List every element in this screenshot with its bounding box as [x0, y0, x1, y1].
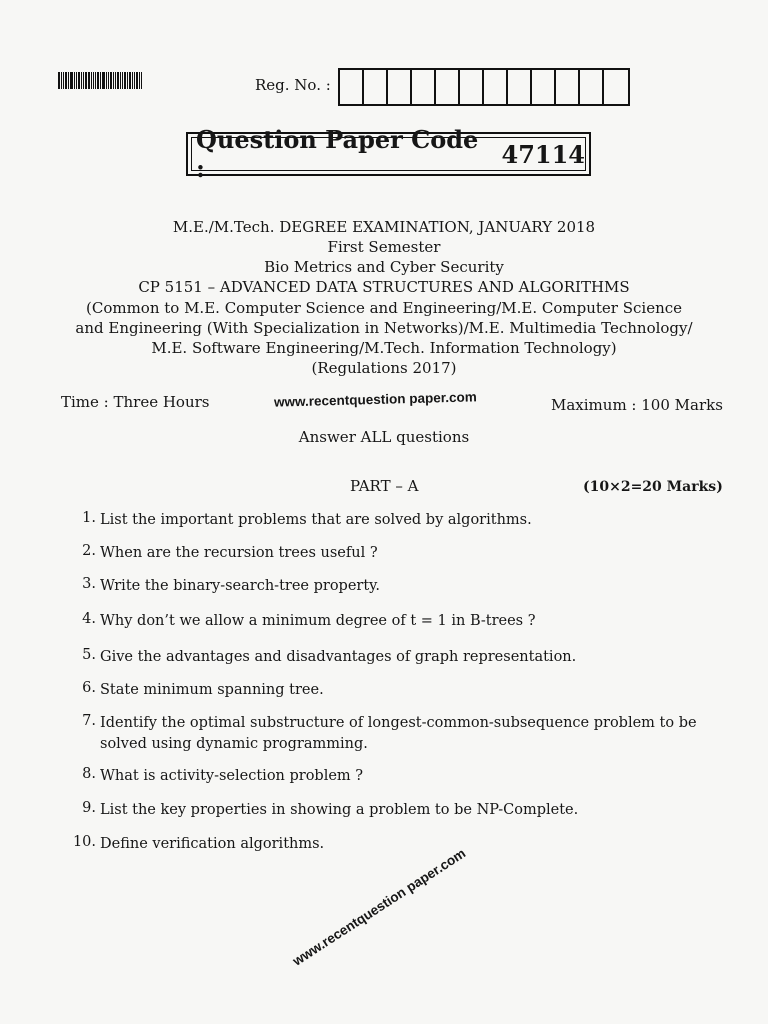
question-item	[62, 800, 712, 821]
barcode-bar	[85, 72, 87, 89]
barcode-bar	[113, 72, 114, 89]
barcode-bar	[88, 72, 90, 89]
barcode-bar	[106, 72, 107, 89]
reg-no-box[interactable]	[388, 70, 412, 104]
question-item	[62, 834, 712, 855]
barcode-bar	[81, 72, 82, 89]
question-text: Write the binary-search-tree property.	[100, 578, 381, 594]
question-paper-code-label: Question Paper Code :	[196, 125, 479, 183]
question-item	[62, 766, 712, 787]
part-title: PART – A	[350, 477, 419, 495]
question-number: 6.	[82, 680, 96, 696]
barcode-bar	[139, 72, 140, 89]
barcode-bar	[134, 72, 135, 89]
question-number: 8.	[82, 766, 96, 782]
barcode-bar	[93, 72, 94, 89]
program: Bio Metrics and Cyber Security	[264, 258, 504, 276]
barcode-bar	[91, 72, 92, 89]
question-text: List the important problems that are solved by algorithms.	[100, 512, 532, 528]
barcode-bar	[108, 72, 109, 89]
barcode-bar	[63, 72, 64, 89]
barcode-bar	[115, 72, 116, 89]
website-link[interactable]: www.recentquestion paper.com	[273, 389, 477, 410]
question-paper-code: 47114	[501, 139, 585, 169]
regulations: (Regulations 2017)	[311, 359, 457, 377]
question-text: Define verification algorithms.	[100, 836, 325, 852]
barcode	[58, 72, 166, 89]
barcode-bar	[136, 72, 138, 89]
question-text: Identify the optimal substructure of longest-common-subsequence problem to be solved using dynamic programming.	[100, 715, 697, 752]
reg-no-label: Reg. No. :	[255, 76, 331, 94]
reg-no-box[interactable]	[556, 70, 580, 104]
question-number: 10.	[72, 834, 96, 850]
question-text: List the key properties in showing a problem to be NP-Complete.	[100, 802, 579, 818]
instructions: Answer ALL questions	[298, 428, 470, 446]
barcode-bar	[58, 72, 60, 89]
barcode-bar	[61, 72, 62, 89]
barcode-bar	[97, 72, 99, 89]
question-item	[62, 543, 712, 564]
question-item	[62, 510, 712, 531]
question-text: State minimum spanning tree.	[100, 682, 324, 698]
reg-no-box[interactable]	[484, 70, 508, 104]
barcode-bar	[122, 72, 123, 89]
barcode-bar	[124, 72, 126, 89]
reg-no-box[interactable]	[460, 70, 484, 104]
reg-no-box[interactable]	[436, 70, 460, 104]
question-paper-code-box	[186, 125, 591, 183]
reg-no-box[interactable]	[580, 70, 604, 104]
barcode-bar	[83, 72, 84, 89]
question-text: Give the advantages and disadvantages of graph representation.	[100, 649, 577, 665]
barcode-bar	[70, 72, 73, 89]
reg-no-box[interactable]	[340, 70, 364, 104]
semester: First Semester	[327, 238, 441, 256]
barcode-bar	[95, 72, 96, 89]
reg-no-box[interactable]	[508, 70, 532, 104]
barcode-bar	[78, 72, 80, 89]
question-item	[62, 576, 712, 597]
question-number: 1.	[82, 510, 96, 526]
question-number: 2.	[82, 543, 96, 559]
question-text: What is activity-selection problem ?	[100, 768, 364, 784]
barcode-bar	[117, 72, 119, 89]
question-number: 4.	[82, 611, 96, 627]
question-item	[62, 647, 712, 668]
reg-no-boxes[interactable]	[338, 68, 630, 106]
barcode-bar	[65, 72, 67, 89]
exam-title: M.E./M.Tech. DEGREE EXAMINATION, JANUARY 2018	[172, 218, 596, 236]
question-number: 5.	[82, 647, 96, 663]
question-text: When are the recursion trees useful ?	[100, 545, 378, 561]
course-title: CP 5151 – ADVANCED DATA STRUCTURES AND ALGORITHMS	[138, 278, 630, 296]
common-to-line-2: and Engineering (With Specialization in Networks)/M.E. Multimedia Technology/	[75, 319, 693, 337]
question-number: 9.	[82, 800, 96, 816]
barcode-bar	[129, 72, 131, 89]
barcode-bar	[102, 72, 105, 89]
barcode-bar	[76, 72, 77, 89]
question-number: 7.	[82, 713, 96, 729]
question-text: Why don’t we allow a minimum degree of t = 1 in B-trees ?	[100, 613, 536, 629]
barcode-bar	[74, 72, 75, 89]
barcode-bar	[120, 72, 121, 89]
time-allowed: Time : Three Hours	[61, 393, 210, 411]
question-item	[62, 611, 712, 632]
reg-no-box[interactable]	[412, 70, 436, 104]
question-number: 3.	[82, 576, 96, 592]
watermark: www.recentquestion paper.com	[290, 845, 469, 969]
barcode-bar	[132, 72, 133, 89]
reg-no-box[interactable]	[364, 70, 388, 104]
maximum-marks: Maximum : 100 Marks	[551, 396, 723, 414]
reg-no-box[interactable]	[604, 70, 628, 104]
barcode-bar	[127, 72, 128, 89]
barcode-bar	[110, 72, 112, 89]
barcode-bar	[68, 72, 69, 89]
question-item	[62, 713, 712, 755]
part-marks: (10×2=20 Marks)	[583, 479, 723, 495]
barcode-bar	[141, 72, 142, 89]
question-item	[62, 680, 712, 701]
barcode-bar	[100, 72, 101, 89]
common-to-line-3: M.E. Software Engineering/M.Tech. Information Technology)	[151, 339, 617, 357]
common-to-line-1: (Common to M.E. Computer Science and Engineering/M.E. Computer Science	[85, 299, 683, 317]
reg-no-box[interactable]	[532, 70, 556, 104]
